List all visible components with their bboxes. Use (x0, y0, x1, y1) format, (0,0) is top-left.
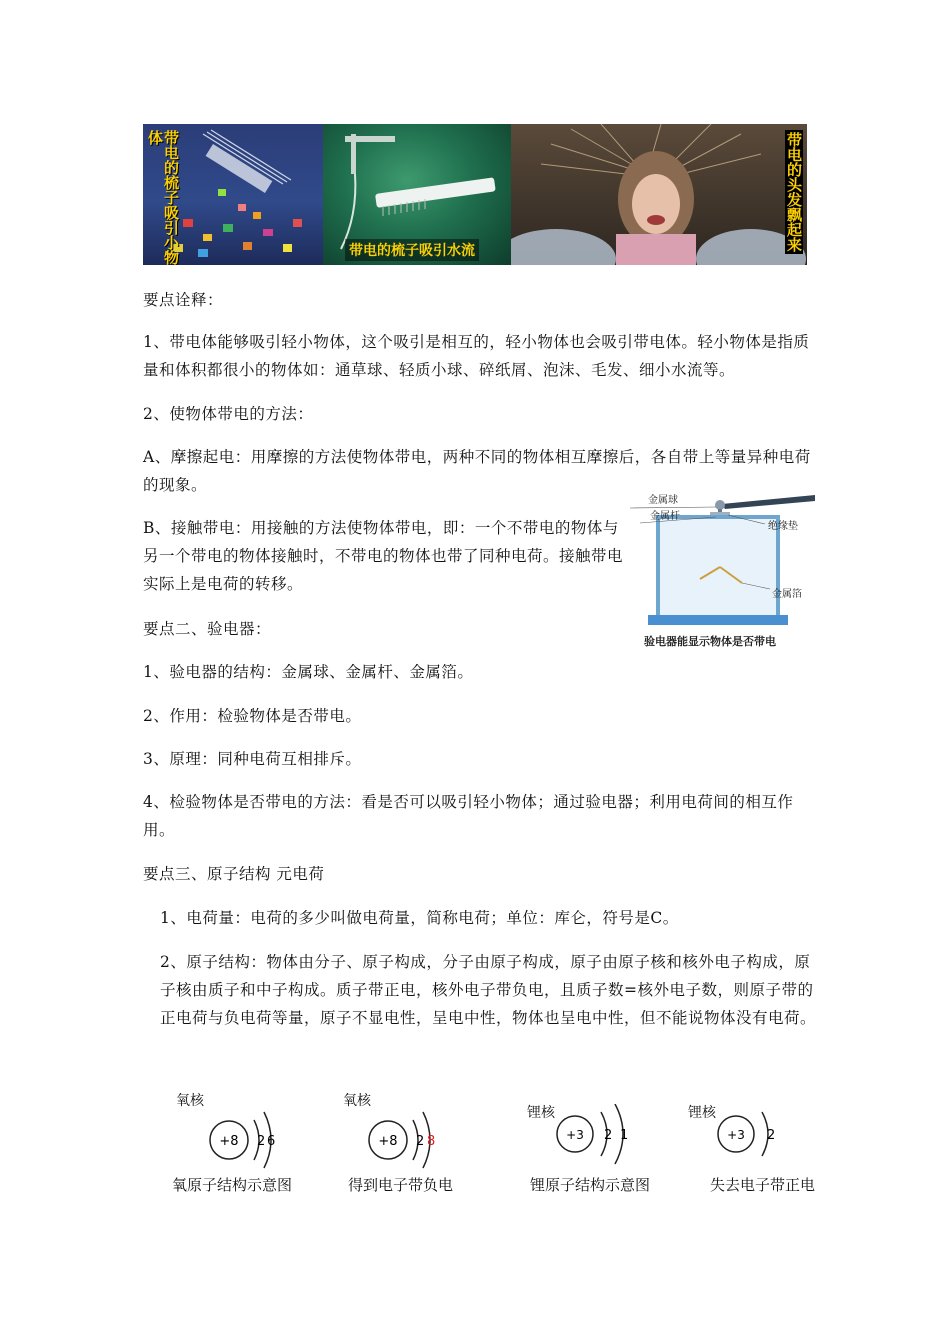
lithium-ion-diagram (688, 1090, 858, 1200)
nucleus-charge: +8 (378, 1134, 398, 1149)
hair-standing-photo (511, 124, 807, 265)
nucleus-label: 锂核 (688, 1105, 716, 1121)
atom-caption: 失去电子带正电 (710, 1176, 816, 1194)
section-intro: 要点诠释： (143, 291, 224, 309)
panel1-caption: 带电的梳子吸引小物体 (146, 130, 180, 265)
paragraph-attraction: 1、带电体能够吸引轻小物体，这个吸引是相互的，轻小物体也会吸引带电体。轻小物体是指质量和体积都很小的物体如：通草球、轻质小球、碎纸屑、泡沫、毛发、细小水流等。 (143, 333, 810, 379)
paragraph-friction: A、摩擦起电：用摩擦的方法使物体带电，两种不同的物体相互摩擦后，各自带上等量异种电荷的现象。 (143, 448, 811, 494)
paragraph-principle: 3、原理：同种电荷互相排斥。 (143, 750, 362, 768)
nucleus-charge: +3 (727, 1128, 745, 1142)
shell1-count: 2 (257, 1134, 266, 1149)
label-metal-rod: 金属杆 (650, 511, 680, 522)
oxygen-ion-diagram (343, 1090, 513, 1200)
nucleus-label: 氧核 (343, 1093, 371, 1109)
shell2-count: 8 (427, 1134, 436, 1149)
label-insulating-pad: 绝缘垫 (768, 521, 798, 532)
section-atom-heading: 要点三、原子结构 元电荷 (143, 865, 325, 883)
electroscope-caption: 验电器能显示物体是否带电 (644, 635, 776, 648)
paragraph-function: 2、作用：检验物体是否带电。 (143, 707, 362, 725)
nucleus-label: 氧核 (176, 1093, 204, 1109)
electroscope-figure (630, 487, 818, 649)
paragraph-detection: 4、检验物体是否带电的方法：看是否可以吸引轻小物体；通过验电器；利用电荷间的相互作用。 (143, 793, 794, 839)
label-metal-ball: 金属球 (648, 495, 678, 506)
banner-image (143, 124, 807, 265)
paragraph-charge-quantity: 1、电荷量：电荷的多少叫做电荷量，简称电荷；单位：库仑，符号是C。 (160, 909, 679, 927)
atom-caption: 得到电子带负电 (348, 1176, 454, 1194)
nucleus-label: 锂核 (527, 1105, 555, 1121)
oxygen-atom-diagram (172, 1090, 342, 1200)
paragraph-structure: 1、验电器的结构：金属球、金属杆、金属箔。 (143, 663, 474, 681)
atom-caption: 锂原子结构示意图 (530, 1176, 651, 1194)
paragraph-atom-structure: 2、原子结构：物体由分子、原子构成，分子由原子构成，原子由原子核和核外电子构成，原子核由质子和中子构成。质子带正电，核外电子带负电，且质子数=核外电子数，则原子带的正电荷与负电荷等量，原子不显电性，呈电中性，物体也呈电中性，但不能说物体没有电荷。 (160, 953, 817, 1027)
section-electroscope-heading: 要点二、验电器： (143, 620, 272, 638)
nucleus-charge: +8 (219, 1134, 239, 1149)
comb-attracts-paper-photo (143, 124, 323, 265)
paragraph-contact: B、接触带电：用接触的方法使物体带电，即：一个不带电的物体与另一个带电的物体接触时，不带电的物体也带了同种电荷。接触带电实际上是电荷的转移。 (143, 519, 624, 593)
paragraph-methods: 2、使物体带电的方法： (143, 405, 314, 423)
atom-caption: 氧原子结构示意图 (172, 1176, 293, 1194)
shell1-count: 2 (604, 1128, 613, 1143)
panel3-caption: 带电的头发飘起来 (785, 132, 803, 252)
shell2-count: 6 (267, 1134, 276, 1149)
shell1-count: 2 (767, 1128, 776, 1143)
label-metal-foil: 金属箔 (772, 589, 802, 600)
shell1-count: 2 (416, 1134, 425, 1149)
comb-attracts-water-photo (323, 124, 511, 265)
shell2-count: 1 (620, 1128, 629, 1143)
nucleus-charge: +3 (566, 1128, 584, 1142)
panel2-caption: 带电的梳子吸引水流 (345, 239, 479, 261)
lithium-atom-diagram (527, 1090, 697, 1200)
